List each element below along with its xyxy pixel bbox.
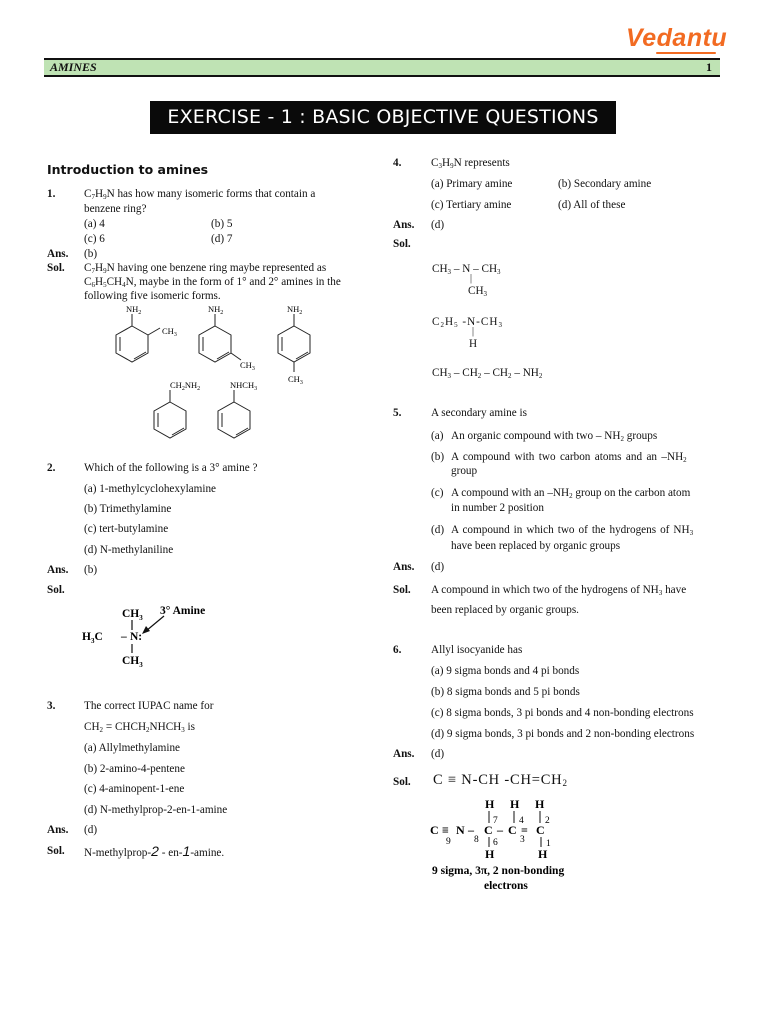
svg-text:9: 9 — [446, 837, 451, 847]
q1-solution-line3: following five isomeric forms. — [84, 290, 221, 302]
q2-option-a: (a) 1-methylcyclohexylamine — [84, 483, 217, 495]
bond-caption-line2: electrons — [484, 880, 528, 892]
q3-option-d: (d) N-methylprop-2-en-1-amine — [84, 804, 228, 816]
q3-option-b: (b) 2-amino-4-pentene — [84, 763, 185, 775]
chapter-header-bar — [44, 60, 720, 77]
q6-number: 6. — [393, 644, 402, 656]
q6-question: Allyl isocyanide has — [431, 644, 523, 656]
svg-text:C: C — [484, 823, 493, 837]
q6-solution-label: Sol. — [393, 776, 411, 788]
svg-text:N: N — [456, 823, 465, 837]
q5-option-a-label: (a) — [431, 430, 444, 442]
q1-number: 1. — [47, 188, 56, 200]
svg-text:–: – — [497, 823, 503, 837]
section-title: Introduction to amines — [47, 162, 209, 177]
exercise-banner: EXERCISE - 1 : BASIC OBJECTIVE QUESTIONS — [150, 101, 616, 134]
q1-option-d: (d) 7 — [211, 233, 233, 245]
q6-answer-label: Ans. — [393, 748, 415, 760]
q1-option-c: (c) 6 — [84, 233, 105, 245]
q5-option-d-label: (d) — [431, 524, 445, 536]
svg-text:7: 7 — [493, 816, 498, 826]
svg-text:H: H — [538, 847, 548, 861]
vedantu-logo: Vedantu — [626, 24, 728, 52]
svg-text:H: H — [510, 797, 520, 811]
ring2-nh2-label: $NH_2$ — [208, 304, 224, 316]
tma-dash: – — [121, 631, 127, 643]
q3-formula: $CH_2$ = $CHCH_2NHCH_3$ is — [84, 721, 196, 734]
q1-answer: (b) — [84, 248, 98, 260]
q4-solution-label: Sol. — [393, 238, 411, 250]
q6-option-a: (a) 9 sigma bonds and 4 pi bonds — [431, 665, 580, 677]
q5-answer: (d) — [431, 561, 445, 573]
page-number: 1 — [706, 60, 712, 74]
q5-option-b: A compound with two carbon atoms and an $-NH_2$ — [451, 451, 687, 464]
q2-option-c: (c) tert-butylamine — [84, 523, 169, 535]
ring1-nh2-label: $NH_2$ — [126, 304, 142, 316]
ring3-ch3-label: $CH_3$ — [288, 374, 303, 386]
q6-option-c: (c) 8 sigma bonds, 3 pi bonds and 4 non-bonding electrons — [431, 707, 694, 719]
tma-3deg-label: 3° Amine — [160, 605, 206, 617]
q4-answer-label: Ans. — [393, 219, 415, 231]
q5-question: A secondary amine is — [431, 407, 527, 419]
q4-structure-1-branch: $CH_3$ — [468, 285, 488, 298]
q1-solution-label: Sol. — [47, 262, 65, 274]
logo-underline — [656, 52, 716, 54]
q2-answer: (b) — [84, 564, 98, 576]
q5-option-c-label: (c) — [431, 487, 444, 499]
q2-option-d: (d) N-methylaniline — [84, 544, 174, 556]
q1-solution-line1: $C_7H_9N$ having one benzene ring maybe represented as — [84, 262, 327, 275]
chapter-title: AMINES — [50, 60, 97, 74]
ring3-nh2-label: $NH_2$ — [287, 304, 303, 316]
q4-structure-3: $CH_3 - CH_2 - CH_2 - NH_2$ — [432, 367, 543, 380]
q4-structure-2: $C_2H_5$ $-N-CH_3$ — [432, 316, 503, 329]
tma-nitrogen: N: — [130, 631, 143, 643]
q5-solution-label: Sol. — [393, 584, 411, 596]
svg-text:≡: ≡ — [442, 823, 449, 837]
q4-option-a: (a) Primary amine — [431, 178, 513, 190]
q4-structure-2-h: H — [469, 338, 478, 350]
q5-option-b-line2: group — [451, 465, 478, 477]
svg-text:6: 6 — [493, 838, 498, 848]
q5-answer-label: Ans. — [393, 561, 415, 573]
tma-left-h3c: $H_3C$ — [82, 631, 103, 645]
q4-option-d: (d) All of these — [558, 199, 626, 211]
q5-option-d-line2: have been replaced by organic groups — [451, 540, 621, 552]
q4-answer: (d) — [431, 219, 445, 231]
q4-structure-1-bond: | — [470, 273, 473, 284]
q1-question-line2: benzene ring? — [84, 203, 147, 215]
q5-solution-line1: A compound in which two of the hydrogens of $NH_3$ have — [431, 584, 687, 597]
q6-solution-formula: C ≡ N-CH $-CH=CH_2$ — [433, 772, 568, 788]
svg-text:C: C — [508, 823, 517, 837]
svg-text:H: H — [485, 797, 495, 811]
q1-answer-label: Ans. — [47, 248, 69, 260]
trimethylamine-diagram — [82, 602, 222, 672]
q3-number: 3. — [47, 700, 56, 712]
q5-solution-line2: been replaced by organic groups. — [431, 604, 579, 616]
q5-option-a: An organic compound with two – $NH_2$ groups — [451, 430, 658, 443]
q5-option-b-label: (b) — [431, 451, 445, 463]
svg-text:3: 3 — [520, 835, 525, 845]
q1-option-b: (b) 5 — [211, 218, 233, 230]
q2-answer-label: Ans. — [47, 564, 69, 576]
q4-option-b: (b) Secondary amine — [558, 178, 652, 190]
q3-option-a: (a) Allylmethylamine — [84, 742, 180, 754]
q3-answer: (d) — [84, 824, 98, 836]
q3-question: The correct IUPAC name for — [84, 700, 214, 712]
q6-answer: (d) — [431, 748, 445, 760]
q4-structure-2-bond: | — [472, 326, 475, 337]
q2-number: 2. — [47, 462, 56, 474]
svg-text:–: – — [468, 823, 474, 837]
q3-solution: N-methylprop-2 - en-1-amine. — [84, 843, 225, 859]
q3-solution-label: Sol. — [47, 845, 65, 857]
svg-text:2: 2 — [545, 816, 550, 826]
bond-caption-line1: 9 sigma, 3π, 2 non-bonding — [432, 865, 565, 877]
q5-option-c: A compound with an $-NH_2$ group on the carbon atom — [451, 487, 691, 500]
svg-text:4: 4 — [519, 816, 524, 826]
q1-solution-line2: $C_6H_5CH_4N$, maybe in the form of 1° and 2° amines in the — [84, 276, 341, 289]
q4-number: 4. — [393, 157, 402, 169]
q1-option-a: (a) 4 — [84, 218, 105, 230]
q3-answer-label: Ans. — [47, 824, 69, 836]
ring2-ch3-label: $CH_3$ — [240, 360, 255, 372]
svg-text:H: H — [485, 847, 495, 861]
svg-text:C: C — [430, 823, 439, 837]
tma-top-ch3: $CH_3$ — [122, 608, 143, 622]
svg-text:C: C — [536, 823, 545, 837]
benzylamine-isomers-diagram — [100, 302, 340, 447]
svg-text:8: 8 — [474, 835, 479, 845]
q5-option-d: A compound in which two of the hydrogens of $NH_3$ — [451, 524, 694, 537]
q5-number: 5. — [393, 407, 402, 419]
q2-solution-label: Sol. — [47, 584, 65, 596]
svg-text:=: = — [521, 823, 528, 837]
q5-option-c-line2: in number 2 position — [451, 502, 544, 514]
tma-bottom-ch3: $CH_3$ — [122, 655, 143, 669]
q4-question: $C_3H_9N$ represents — [431, 157, 510, 170]
q3-option-c: (c) 4-aminopent-1-ene — [84, 783, 185, 795]
svg-text:1: 1 — [546, 839, 551, 849]
allyl-isocyanide-bond-diagram — [430, 796, 600, 896]
q2-question: Which of the following is a 3° amine ? — [84, 462, 258, 474]
svg-text:H: H — [535, 797, 545, 811]
ring1-ch3-label: $CH_3$ — [162, 326, 177, 338]
ring4-ch2nh2-label: $CH_2NH_2$ — [170, 380, 201, 392]
q1-question-line1: $C_7H_9N$ has how many isomeric forms that contain a — [84, 188, 316, 201]
q4-option-c: (c) Tertiary amine — [431, 199, 512, 211]
ring5-nhch3-label: $NHCH_3$ — [230, 380, 258, 392]
q6-option-d: (d) 9 sigma bonds, 3 pi bonds and 2 non-bonding electrons — [431, 728, 695, 740]
q2-option-b: (b) Trimethylamine — [84, 503, 172, 515]
q4-structure-1: $CH_3$ – N – $CH_3$ — [432, 263, 501, 276]
q6-option-b: (b) 8 sigma bonds and 5 pi bonds — [431, 686, 580, 698]
